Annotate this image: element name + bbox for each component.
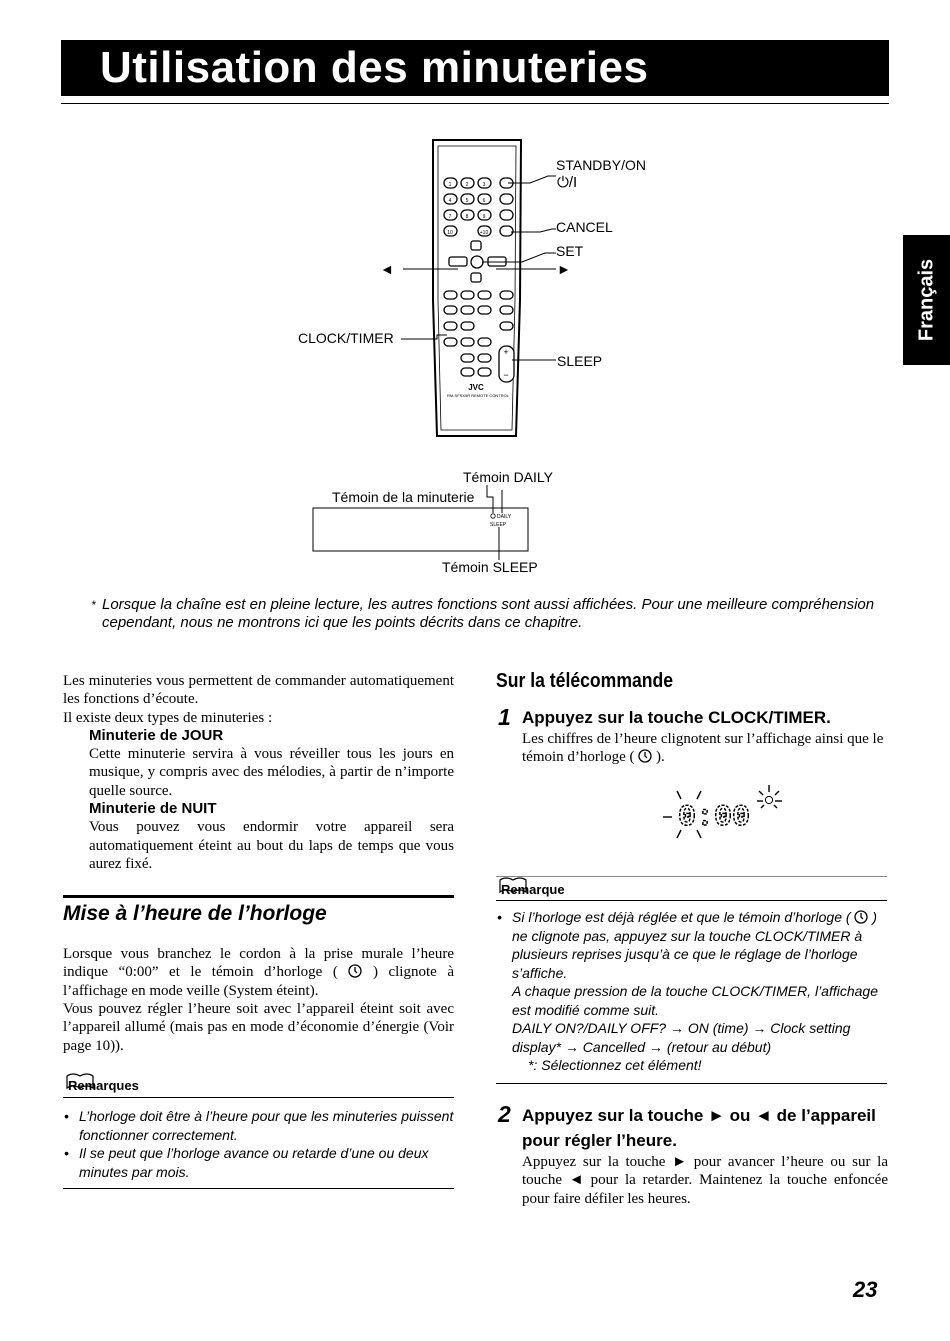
daily-indicator-label: Témoin DAILY xyxy=(463,469,553,485)
remarks-rule-bottom xyxy=(63,1188,454,1189)
remark-text-1a: Si l’horloge est déjà réglée et que le témoin d’horloge ( xyxy=(512,909,851,925)
remote-brand: JVC xyxy=(468,383,484,392)
clock-paragraph-1 xyxy=(63,945,454,1000)
screen-daily: DAILY xyxy=(497,514,512,520)
remark-bullet: • xyxy=(497,909,502,925)
clock-paragraph-1a: Lorsque vous branchez le cordon à la prise murale l’heure indique “0:00” et le témoin d’horloge ( xyxy=(63,946,454,981)
remark-bullet: • xyxy=(64,1108,69,1124)
day-timer-title: Minuterie de JOUR xyxy=(89,726,224,744)
svg-text:5: 5 xyxy=(465,198,469,204)
remark-text-1b: ) ne clignote pas, appuyez sur la touche CLOCK/TIMER à plusieurs reprises jusqu’à ce que le réglage de l’horloge s’affiche. xyxy=(512,909,877,981)
remark-rule-top-shadow xyxy=(496,876,887,877)
day-timer-text: Cette minuterie servira à vous réveiller tous les jours en musique, y compris avec des mélodies, à partir de n’importe quelle source. xyxy=(89,746,454,799)
remark-text-1: L’horloge doit être à l’heure pour que les minuteries puissent fonctionner correctement. xyxy=(79,1108,454,1143)
footnote xyxy=(91,596,881,632)
section-title: Mise à l’heure de l’horloge xyxy=(63,902,327,925)
intro-paragraph-1: Les minuteries vous permettent de commander automatiquement les fonctions d’écoute. xyxy=(63,673,454,708)
intro-paragraph-2: Il existe deux types de minuteries : xyxy=(63,709,273,726)
step-1-text xyxy=(522,730,888,767)
remark-text-4: *: Sélectionnez cet élément! xyxy=(528,1057,702,1073)
remarks-title: Remarques xyxy=(68,1078,139,1093)
left-arrow-label: ◄ xyxy=(380,261,394,277)
step-1-text-a: Les chiffres de l’heure clignotent sur l’affichage ainsi que le témoin d’horloge ( xyxy=(522,731,884,766)
svg-text:+10: +10 xyxy=(479,230,489,236)
remark-text-2: A chaque pression de la touche CLOCK/TIMER, l’affichage est modifié comme suit. xyxy=(512,983,879,1018)
step-2-title: Appuyez sur la touche ► ou ◄ de l’appareil pour régler l’heure. xyxy=(522,1106,876,1150)
svg-text:4: 4 xyxy=(448,198,452,204)
remark-rule-top xyxy=(496,900,887,901)
right-arrow-label: ► xyxy=(557,261,571,277)
remark-bullet: • xyxy=(64,1145,69,1161)
remarks-rule-top xyxy=(63,1097,454,1098)
left-intro xyxy=(63,672,454,873)
svg-text:9: 9 xyxy=(482,214,486,220)
svg-text:7: 7 xyxy=(448,214,452,220)
screen-sleep: SLEEP xyxy=(490,522,507,528)
clock-icon xyxy=(854,910,868,924)
section-rule xyxy=(63,895,454,898)
cancel-label: CANCEL xyxy=(556,219,613,235)
standby-symbol: ⏻/I xyxy=(557,174,578,191)
sleep-indicator-label: Témoin SLEEP xyxy=(442,559,538,575)
clock-icon xyxy=(348,964,362,978)
step-1-title: Appuyez sur la touche CLOCK/TIMER. xyxy=(522,708,831,727)
step-2-text: Appuyez sur la touche ► pour avancer l’heure ou sur la touche ◄ pour la retarder. Maintenez la touche enfoncée pour faire défiler les heures. xyxy=(522,1154,888,1207)
remark-title: Remarque xyxy=(501,882,565,897)
remarks-list xyxy=(63,1107,454,1181)
step-2-number: 2 xyxy=(498,1101,511,1127)
footnote-star: * xyxy=(91,598,96,612)
remark-rule-bottom xyxy=(496,1083,887,1084)
clock-timer-label: CLOCK/TIMER xyxy=(298,330,394,346)
remark-block xyxy=(496,908,887,1075)
clock-paragraph-1b: ) clignote à l’affichage en mode veille (System éteint). xyxy=(63,964,454,999)
step-1-text-b: ). xyxy=(655,749,665,766)
svg-text:−: − xyxy=(503,370,509,380)
svg-text:2: 2 xyxy=(465,182,469,188)
svg-text:1: 1 xyxy=(448,182,452,188)
standby-label: STANDBY/ON xyxy=(556,157,646,173)
remote-heading: Sur la télécommande xyxy=(496,670,674,692)
timer-indicator-label: Témoin de la minuterie xyxy=(332,489,475,505)
footnote-text: Lorsque la chaîne est en pleine lecture, les autres fonctions sont aussi affichées. Pour une meilleure compréhension cependant, nous ne montrons ici que les points décrits dans ce chapitre. xyxy=(102,596,875,631)
svg-text:10: 10 xyxy=(447,230,453,236)
display-illustration xyxy=(0,0,950,600)
language-tab-label: Français xyxy=(915,258,937,342)
page-number: 23 xyxy=(853,1277,878,1302)
svg-text:3: 3 xyxy=(482,182,486,188)
set-label: SET xyxy=(556,243,584,259)
remark-text-2: Il se peut que l’horloge avance ou retarde d’une ou deux minutes par mois. xyxy=(79,1145,429,1180)
clock-paragraph-2: Vous pouvez régler l’heure soit avec l’appareil éteint soit avec l’appareil allumé (mais pas en mode d’économie d’énergie (Voir page 10)). xyxy=(63,1001,454,1054)
night-timer-title: Minuterie de NUIT xyxy=(89,800,217,818)
remark-item xyxy=(63,1107,454,1144)
sleep-label: SLEEP xyxy=(557,353,603,369)
svg-text:6: 6 xyxy=(482,198,486,204)
display-digits: 0:00 xyxy=(678,801,751,835)
remark-text-3: DAILY ON?/DAILY OFF? → ON (time) → Clock setting display* → Cancelled → (retour au début) xyxy=(512,1020,851,1055)
remark-item xyxy=(496,908,887,1075)
remote-model: RM-SFSX5R REMOTE CONTROL xyxy=(446,393,510,398)
remark-item xyxy=(63,1144,454,1181)
clock-icon xyxy=(638,749,652,763)
page-title: Utilisation des minuteries xyxy=(100,43,649,92)
svg-text:+: + xyxy=(503,347,509,357)
night-timer-text: Vous pouvez vous endormir votre appareil sera automatiquement éteint au bout du laps de temps que vous aurez fixé. xyxy=(89,819,454,872)
blinking-clock-display xyxy=(655,783,785,845)
step-1-number: 1 xyxy=(498,704,511,730)
svg-text:8: 8 xyxy=(465,214,469,220)
